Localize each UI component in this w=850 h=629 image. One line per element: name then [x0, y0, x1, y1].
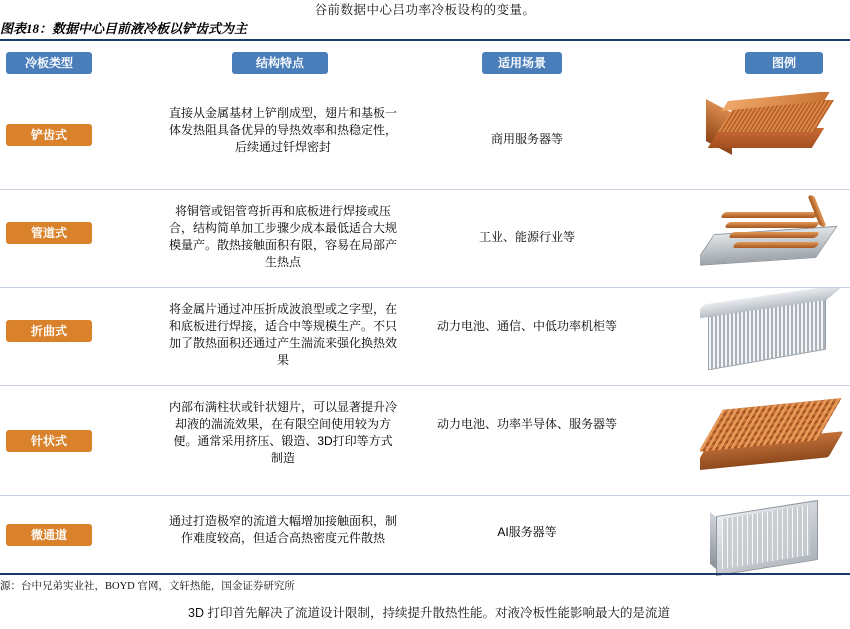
page-body-text: 3D 打印首先解决了流道设计限制，持续提升散热性能。对液冷板性能影响最大的是流道: [188, 606, 670, 620]
pin-fin-coldplate-image: [700, 386, 850, 496]
row-feature-text: 将铜管或铝管弯折再和底板进行焊接或压合，结构简单加工步骤少成本最低适合大规模量产。散热接触面积有限，容易在局部产生热点: [168, 204, 397, 269]
row-scene-text: 动力电池、功率半导体、服务器等: [436, 417, 617, 431]
row-feature-text: 通过打造极窄的流道大幅增加接触面积，制作难度较高，但适合高热密度元件散热: [168, 514, 397, 545]
table-caption: 图表18：数据中心目前液冷板以铲齿式为主: [0, 21, 248, 36]
column-header-feature: 结构特点: [232, 52, 328, 74]
table-top-rule: [0, 39, 850, 41]
row-scene-text: 动力电池、通信、中低功率机柜等: [436, 319, 617, 333]
tube-type-coldplate-image: [700, 190, 850, 288]
page-top-note: 谷前数据中心吕功率冷板设构的变量。: [314, 3, 536, 17]
table-row: [0, 386, 850, 496]
table-bottom-rule: [0, 573, 850, 575]
table-row: [0, 496, 850, 573]
row-type-badge: 折曲式: [6, 320, 92, 342]
row-scene-text: 商用服务器等: [490, 132, 563, 146]
column-header-type: 冷板类型: [6, 52, 92, 74]
row-feature-text: 内部布满柱状或针状翅片，可以显著提升冷却液的湍流效果，在有限空间使用较为方便。通常采用挤压、锻造、3D打印等方式制造: [168, 400, 397, 465]
folded-fin-coldplate-image: [700, 288, 850, 386]
row-type-badge: 铲齿式: [6, 124, 92, 146]
row-scene-text: AI服务器等: [497, 525, 557, 539]
column-header-scene: 适用场景: [482, 52, 562, 74]
skived-fin-heatsink-image: [700, 92, 850, 190]
table-header-row: [0, 52, 850, 82]
row-type-badge: 管道式: [6, 222, 92, 244]
row-type-badge: 针状式: [6, 430, 92, 452]
table-row: [0, 92, 850, 190]
table-row: [0, 190, 850, 288]
row-feature-text: 将金属片通过冲压折成波浪型或之字型，在和底板进行焊接，适合中等规模生产。不只加了散热面积还通过产生湍流来强化换热效果: [168, 302, 397, 367]
row-scene-text: 工业、能源行业等: [478, 230, 575, 244]
column-header-figure: 图例: [745, 52, 823, 74]
row-type-badge: 微通道: [6, 524, 92, 546]
micro-channel-coldplate-image: [700, 496, 850, 573]
row-feature-text: 直接从金属基材上铲削成型，翅片和基板一体发热阻具备优异的导热效率和热稳定性，后续通过钎焊密封: [168, 106, 397, 154]
table-source-note: 源：台中兄弟实业社，BOYD 官网，文轩热能，国金证券研究所: [0, 581, 295, 592]
table-row: [0, 288, 850, 386]
